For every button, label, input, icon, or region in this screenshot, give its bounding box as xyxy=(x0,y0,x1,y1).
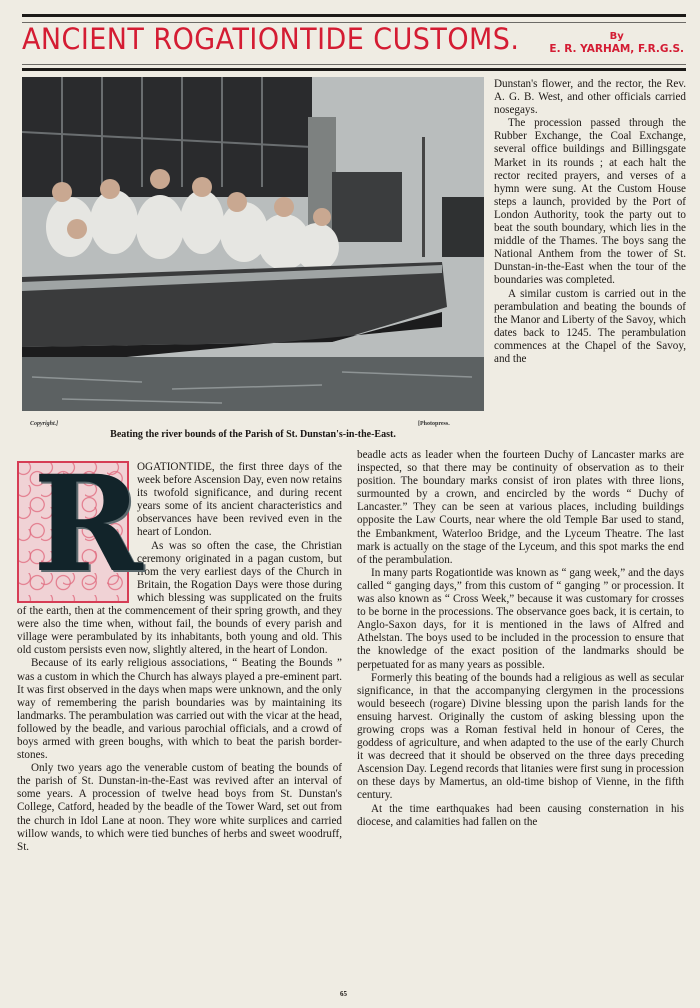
photo-credit-agency: [Photopress. xyxy=(418,421,450,427)
paragraph: Dunstan's flower, and the rector, the Rev. A. G. B. West, and other officials carried nosegays. xyxy=(494,78,686,117)
column-right-top xyxy=(494,78,686,366)
byline-by: By xyxy=(609,31,624,42)
column-left xyxy=(17,447,342,854)
paragraph: Only two years ago the venerable custom of beating the bounds of the parish of St. Dunstan-in-the-East was revived after an interval of some years. A procession of twelve head boys from St. Dunstan's College, Catford, headed by the beadle of the Tower Ward, set out from the church in Idol Lane at noon. They wore white surplices and carried willow wands, to which were tied bunches of herbs and sweet woodruff, St. xyxy=(17,762,342,853)
paragraph: Because of its early religious associations, “ Beating the Bounds ” was a custom in which the Church has always played a pre-eminent part. It was first observed in the days when maps were unknown, and the only way of remembering the parish boundaries was by maintaining its landmarks. The perambulation was carried out with the vicar at the head, followed by the beadle, and various parochial officials, and a crowd of boys armed with green boughs, with which to beat the parish border-stones. xyxy=(17,657,342,762)
paragraph: In many parts Rogationtide was known as “ gang week,” and the days called “ ganging days,” from this custom of “ ganging ” or procession. It was also known as “ Cross Week,” because it was customary for crosses to be borne in the processions. The observance goes back, it is certain, to Anglo-Saxon days, for it is mentioned in the laws of Alfred and Athelstan. The boys used to be included in the procession to ensure that the knowledge of the exact position of the landmarks should be perpetuated for as many years as possible. xyxy=(357,566,684,671)
column-middle xyxy=(357,449,684,829)
paragraph: At the time earthquakes had been causing consternation in his diocese, and calamities had fallen on the xyxy=(357,802,684,828)
header-rule xyxy=(22,68,686,71)
photo-caption: Beating the river bounds of the Parish of St. Dunstan's-in-the-East. xyxy=(110,429,396,440)
photo-credit-copyright: Copyright.] xyxy=(30,421,59,427)
boat-photo-illustration xyxy=(22,77,484,411)
article-photo xyxy=(22,77,484,411)
article-title: ANCIENT ROGATIONTIDE CUSTOMS. xyxy=(22,22,520,56)
byline xyxy=(549,31,684,55)
paragraph-lead: OGATIONTIDE, the first three days of the week before Ascension Day, even now retains its twofold significance, and during recent years some of its ancient characteristics and observances have been revived even in the heart of London. xyxy=(137,461,342,539)
drop-cap-letter: R xyxy=(33,447,143,602)
top-rule xyxy=(22,14,686,17)
header-rule-thin xyxy=(22,64,686,65)
paragraph: As was so often the case, the Christian ceremony originated in a pagan custom, but from the very earliest days of the Church in Britain, the Rogation Days were those during which blessing was supplicated on the fruits of the earth, then at the commencement of their spring growth, and they were also the time when, without fail, the bounds of every parish and village were perambulated by its inhabitants, both young and old. This old custom persists even now, slightly altered, in the heart of London. xyxy=(17,539,342,657)
paragraph: Formerly this beating of the bounds had a religious as well as secular significance, in that the accompanying clergymen in the processions would beseech (rogare) Divine blessing upon the parish lands for the ensuing harvest. Originally the custom of asking blessing upon the growing crops was a Roman festival held in honour of Ceres, the goddess of agriculture, and when adapted to the use of the early Church it was decreed that it should be observed on the three days preceding Ascension Day. Legend records that litanies were first sung in procession on these days by Mamertus, an old-time bishop of Vienne, in the fifth century. xyxy=(357,671,684,802)
author-name: E. R. YARHAM, F.R.G.S. xyxy=(549,43,684,55)
paragraph: A similar custom is carried out in the perambulation and beating the bounds of the Manor and Liberty of the Savoy, which dates back to 1245. The perambulation commences at the Chapel of the Savoy, and the xyxy=(494,287,686,365)
page-number: 65 xyxy=(340,990,347,998)
paragraph: The procession passed through the Rubber Exchange, the Coal Exchange, several office buildings and Billingsgate Market in its rounds ; at each halt the rector recited prayers, and verses of a hymn were sung. At the Custom House steps a launch, provided by the Port of London Authority, took the party out to beat the south boundary, which lies in the middle of the Thames. The boys sang the National Anthem from the tower of St. Dunstan-in-the-East when the tour of the boundaries was completed. xyxy=(494,117,686,287)
paragraph: beadle acts as leader when the fourteen Duchy of Lancaster marks are inspected, so that there may be continuity of observation as to their position. The boundary marks consist of iron plates with three lions, surmounted by a crown, and encircled by the words “ Duchy of Lancaster.” They can be seen at various places, including buildings opposite the Law Courts, near where the old Temple Bar used to stand, the Embankment, Waterloo Bridge, and the Lyceum Theatre. The last mark is actually on the stage of the Lyceum, and this spot marks the end of the perambulation. xyxy=(357,449,684,566)
drop-cap-ornament xyxy=(17,447,143,603)
